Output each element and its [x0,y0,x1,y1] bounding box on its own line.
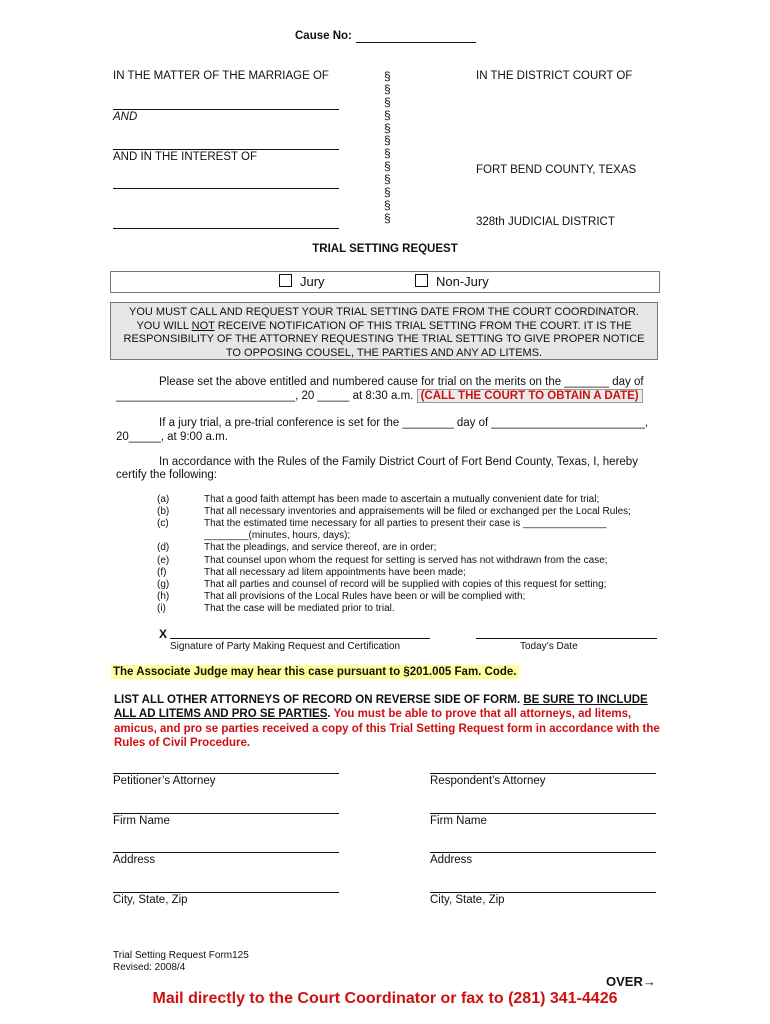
jury-option[interactable] [279,274,325,289]
list-attorneys-part-3: ALL AD LITEMS AND PRO SE PARTIES [114,708,328,721]
petitioner-attorney-field[interactable] [113,773,339,774]
pretrial-line-2: 20_____, at 9:00 a.m. [116,431,228,443]
notice-line-3: RESPONSIBILITY OF THE ATTORNEY REQUESTING THE TRIAL SETTING TO GIVE PROPER NOTICE [123,333,645,346]
section-symbol: § [384,146,391,161]
certification-letter: (g) [157,578,170,590]
certification-text: ________(minutes, hours, days); [204,530,351,542]
respondent-address-field[interactable] [430,852,656,853]
certification-letter: (f) [157,566,167,578]
district-court-label: IN THE DISTRICT COURT OF [476,70,633,82]
petitioner-attorney-label: Petitioner’s Attorney [113,775,216,787]
respondent-firm-field[interactable] [430,813,656,814]
section-symbol: § [384,94,391,109]
list-attorneys-part-1: LIST ALL OTHER ATTORNEYS OF RECORD ON REVERSE SIDE OF FORM. [114,694,524,706]
certification-text: That all provisions of the Local Rules have been or will be complied with; [204,590,526,602]
signature-x-mark: X [159,627,168,641]
child-two-field[interactable] [113,228,339,229]
certify-line-1: In accordance with the Rules of the Family District Court of Fort Bend County, Texas, I, hereby [159,456,638,468]
notice-line-4: TO OPPOSING COUSEL, THE PARTIES AND ANY AD LITEMS. [225,346,543,359]
party-two-field[interactable] [113,149,339,150]
notice-line-2 [111,320,657,334]
section-symbol: § [384,69,391,83]
section-symbol: § [384,107,391,122]
form-revised: Revised: 2008/4 [113,962,186,973]
list-attorneys-red-2: amicus, and pro se parties received a copy of this Trial Setting Request form in accordance with the [114,722,660,735]
certification-letter: (b) [157,506,170,518]
todays-date-field[interactable] [476,638,657,639]
certification-text: That all necessary inventories and appraisements will be filed or exchanged per the Local Rules; [204,506,631,518]
form-number: Trial Setting Request Form125 [113,950,249,961]
petitioner-city-field[interactable] [113,892,339,893]
section-symbol: § [384,197,391,212]
petitioner-address-field[interactable] [113,852,339,853]
section-symbol: § [384,133,391,148]
signature-field[interactable] [170,638,430,639]
certification-text: That the pleadings, and service thereof, are in order; [204,542,437,554]
respondent-city-label: City, State, Zip [430,894,505,906]
trial-date-line-2 [116,389,643,403]
call-court-notice: (CALL THE COURT TO OBTAIN A DATE) [417,389,643,403]
pretrial-line-1: If a jury trial, a pre-trial conference is set for the ________ day of ________________________, [159,417,649,429]
todays-date-label: Today’s Date [520,641,578,652]
list-attorneys-part-4: . [327,708,334,721]
cause-no-field[interactable] [356,42,476,43]
list-attorneys-part-2: BE SURE TO INCLUDE [523,694,648,706]
trial-type-box [110,271,660,293]
child-one-field[interactable] [113,188,339,189]
respondent-city-field[interactable] [430,892,656,893]
certification-text: That a good faith attempt has been made to ascertain a mutually convenient date for trial; [204,494,600,505]
petitioner-address-label: Address [113,854,156,866]
non-jury-label: Non-Jury [436,274,489,289]
form-title: TRIAL SETTING REQUEST [312,243,458,255]
certification-letter: (i) [157,602,166,614]
party-one-field[interactable] [113,109,339,110]
section-symbol: § [384,159,391,174]
list-attorneys-red-3: Rules of Civil Procedure. [114,736,251,749]
section-symbol: § [384,120,391,135]
notice-not: NOT [191,319,215,332]
petitioner-firm-label: Firm Name [113,815,170,827]
certification-letter: (d) [157,542,170,554]
certification-letter: (a) [157,494,170,505]
certification-text: That the estimated time necessary for all parties to present their case is _______________ [204,518,607,530]
certification-text: That counsel upon whom the request for setting is served has not withdrawn from the case; [204,554,608,566]
certification-letter: (e) [157,554,170,566]
certification-text: That all necessary ad litem appointments have been made; [204,566,466,578]
respondent-attorney-field[interactable] [430,773,656,774]
section-symbol-column [384,70,396,225]
certify-line-2: certify the following: [116,469,217,481]
judicial-district-label: 328th JUDICIAL DISTRICT [476,216,615,228]
non-jury-option[interactable] [415,274,489,289]
non-jury-checkbox[interactable] [415,274,428,287]
list-attorneys-red-1: You must be able to prove that all attorneys, ad litems, [333,708,632,721]
certification-letter: (h) [157,590,170,602]
certification-list [157,494,677,618]
over-label: OVER→ [606,974,656,989]
associate-judge-text: The Associate Judge may hear this case pursuant to §201.005 Fam. Code. [113,666,517,678]
respondent-firm-label: Firm Name [430,815,487,827]
section-symbol: § [384,210,391,225]
trial-date-line-1: Please set the above entitled and numbered cause for trial on the merits on the _______ day of [159,376,644,388]
mail-instruction: Mail directly to the Court Coordinator or fax to (281) 341-4426 [152,990,618,1007]
certification-text: That all parties and counsel of record will be supplied with copies of this request for setting; [204,578,607,590]
notice-line-2-pre: YOU WILL [136,319,192,332]
notice-line-2-post: RECEIVE NOTIFICATION OF THIS TRIAL SETTING FROM THE COURT. IT IS THE [214,319,632,332]
section-symbol: § [384,172,391,187]
list-attorneys-line-2 [114,707,659,721]
petitioner-firm-field[interactable] [113,813,339,814]
trial-date-line-2-text: ____________________________, 20 _____ at 8:30 a.m. [116,390,414,402]
list-attorneys-block [114,693,659,750]
respondent-address-label: Address [430,854,473,866]
jury-checkbox[interactable] [279,274,292,287]
notice-box [110,302,658,360]
county-label: FORT BEND COUNTY, TEXAS [476,164,637,176]
interest-of-label: AND IN THE INTEREST OF [113,151,257,163]
and-label: AND [113,111,138,123]
petitioner-city-label: City, State, Zip [113,894,188,906]
signature-label: Signature of Party Making Request and Certification [170,641,401,652]
section-symbol: § [384,185,391,200]
cause-no-label: Cause No: [295,30,352,42]
respondent-attorney-label: Respondent’s Attorney [430,775,546,787]
associate-judge-notice [111,666,519,678]
jury-label: Jury [300,274,325,289]
certification-text: That the case will be mediated prior to trial. [204,602,395,614]
notice-line-1: YOU MUST CALL AND REQUEST YOUR TRIAL SETTING DATE FROM THE COURT COORDINATOR. [129,306,639,318]
certification-letter: (c) [157,518,169,530]
section-symbol: § [384,81,391,96]
list-attorneys-line-1 [114,693,659,707]
matter-of-marriage-label: IN THE MATTER OF THE MARRIAGE OF [113,70,329,82]
